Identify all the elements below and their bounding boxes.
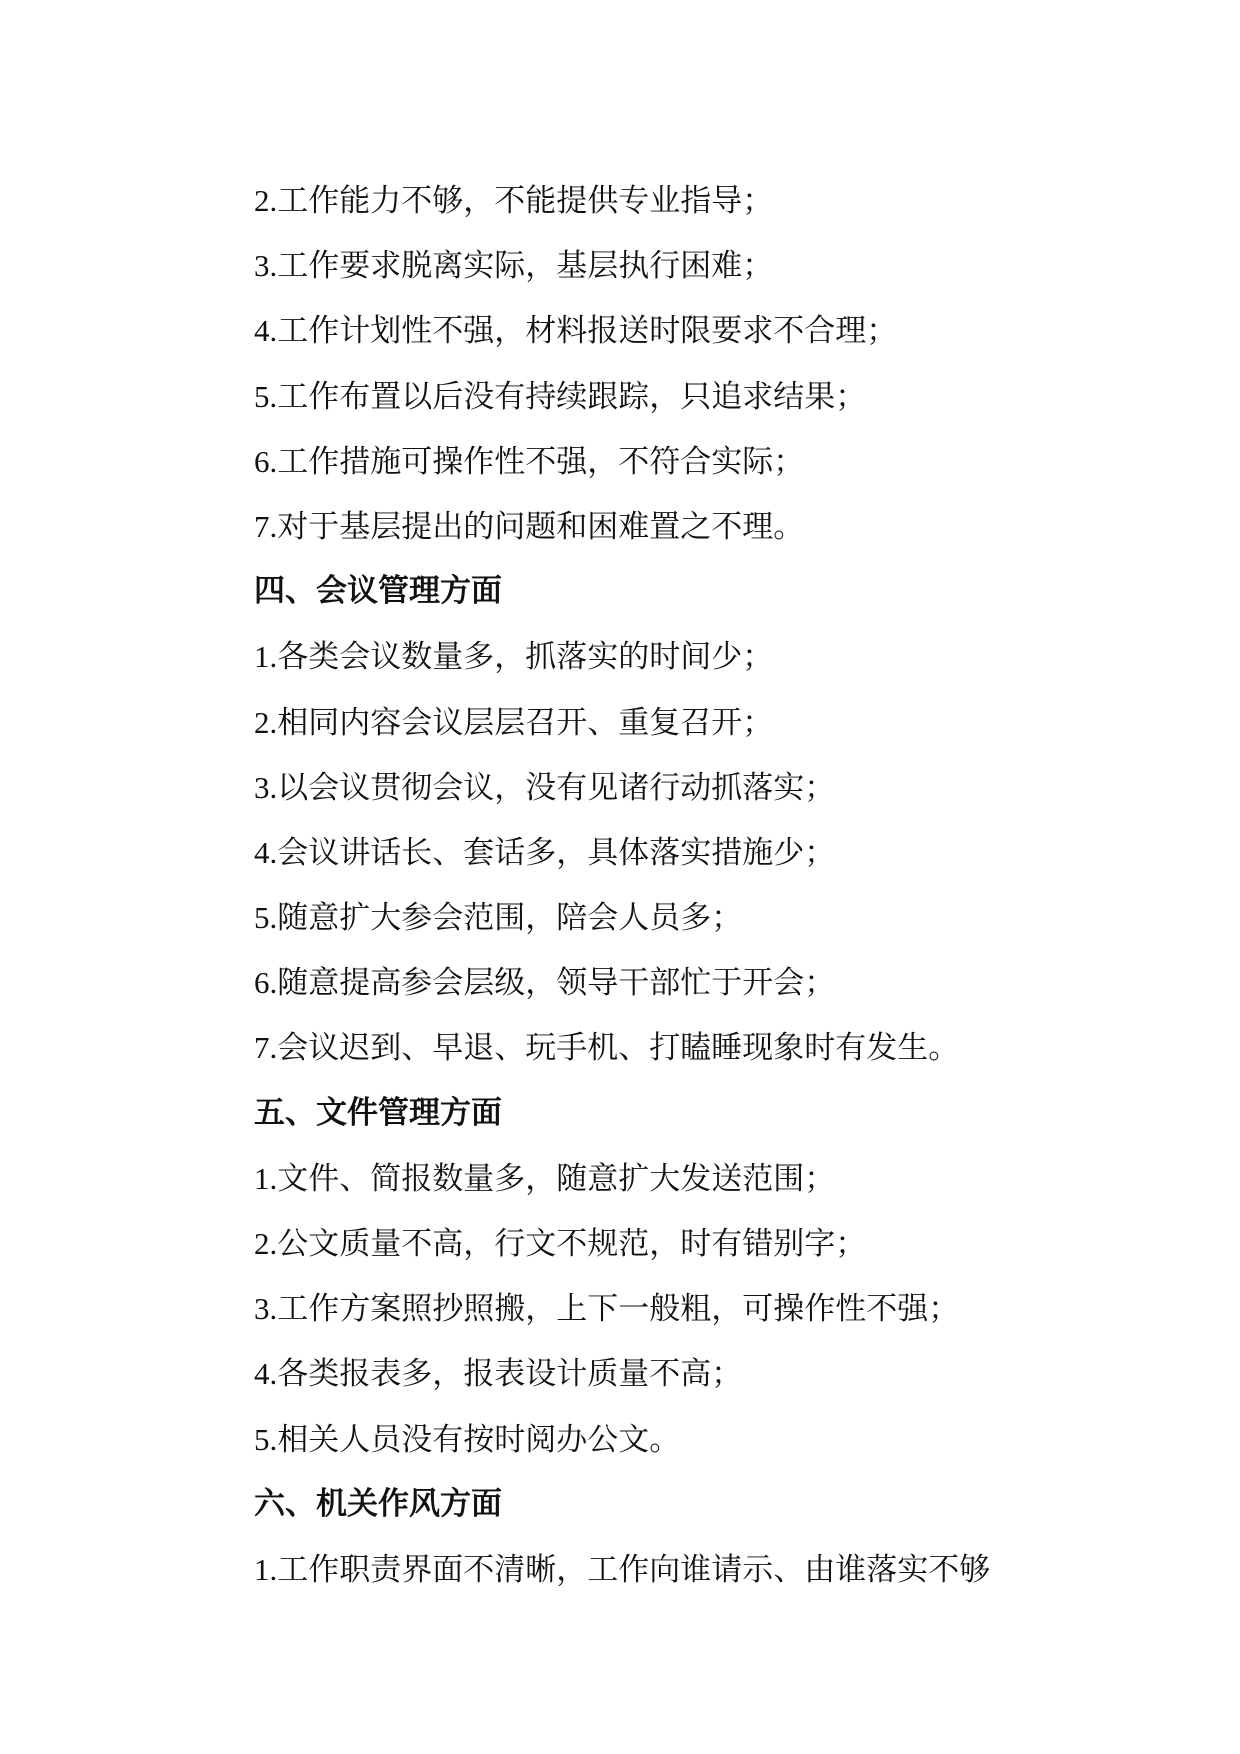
list-item (254, 168, 1114, 233)
item-text: 会议迟到、早退、玩手机、打瞌睡现象时有发生。 (277, 1030, 960, 1067)
item-number: 3. (254, 1291, 278, 1327)
item-text: 工作职责界面不清晰，工作向谁请示、由谁落实不够 (277, 1551, 991, 1588)
item-number: 2. (254, 183, 278, 218)
item-number: 6. (254, 443, 278, 479)
item-number: 5. (254, 378, 278, 414)
item-number: 7. (254, 1030, 278, 1066)
list-item (254, 1276, 1114, 1341)
item-text: 随意提高参会层级，领导干部忙于开会； (277, 965, 836, 1002)
item-number: 4. (254, 834, 278, 870)
list-item (254, 1407, 1114, 1472)
item-number: 5. (254, 1421, 278, 1457)
list-item (254, 1341, 1114, 1406)
list-item (254, 233, 1114, 298)
item-text: 各类报表多，报表设计质量不高； (277, 1356, 743, 1393)
item-number: 4. (254, 313, 278, 349)
list-item (254, 950, 1114, 1015)
item-text: 相关人员没有按时阅办公文。 (277, 1421, 681, 1458)
item-text: 工作方案照抄照搬，上下一般粗，可操作性不强； (277, 1291, 960, 1328)
list-item (254, 364, 1114, 429)
list-item (254, 690, 1114, 755)
item-number: 2. (254, 704, 278, 740)
list-item (254, 1146, 1114, 1211)
item-text: 公文质量不高，行文不规范，时有错别字； (277, 1226, 867, 1262)
item-text: 随意扩大参会范围，陪会人员多； (277, 900, 743, 937)
item-text: 对于基层提出的问题和困难置之不理。 (277, 508, 805, 545)
list-item (254, 624, 1114, 689)
item-number: 7. (254, 508, 278, 544)
item-number: 4. (254, 1356, 278, 1392)
section-heading: 四、会议管理方面 (254, 573, 502, 610)
list-item (254, 429, 1114, 494)
item-number: 2. (254, 1226, 278, 1261)
item-text: 工作措施可操作性不强，不符合实际； (277, 443, 805, 480)
item-number: 3. (254, 248, 278, 284)
item-text: 工作能力不够，不能提供专业指导； (277, 183, 774, 219)
list-item (254, 820, 1114, 885)
item-number: 5. (254, 900, 278, 936)
item-text: 相同内容会议层层召开、重复召开； (277, 704, 774, 741)
list-item (254, 1015, 1114, 1080)
item-number: 1. (254, 1160, 278, 1196)
list-item (254, 494, 1114, 559)
list-item (254, 1537, 1114, 1602)
section-heading: 五、文件管理方面 (254, 1094, 502, 1131)
item-number: 6. (254, 965, 278, 1001)
item-number: 1. (254, 1551, 278, 1587)
item-text: 工作计划性不强，材料报送时限要求不合理； (277, 313, 898, 350)
item-text: 以会议贯彻会议，没有见诸行动抓落实； (277, 769, 836, 806)
list-item (254, 1211, 1114, 1276)
section-heading: 六、机关作风方面 (254, 1485, 502, 1522)
item-number: 3. (254, 769, 278, 805)
list-item (254, 885, 1114, 950)
list-item (254, 755, 1114, 820)
item-text: 工作要求脱离实际，基层执行困难； (277, 248, 774, 285)
document-body (254, 168, 1114, 1602)
item-text: 文件、简报数量多，随意扩大发送范围； (277, 1160, 836, 1197)
list-item (254, 298, 1114, 363)
item-text: 工作布置以后没有持续跟踪，只追求结果； (277, 378, 867, 415)
item-number: 1. (254, 639, 278, 675)
item-text: 各类会议数量多，抓落实的时间少； (277, 639, 774, 676)
item-text: 会议讲话长、套话多，具体落实措施少； (277, 834, 836, 871)
